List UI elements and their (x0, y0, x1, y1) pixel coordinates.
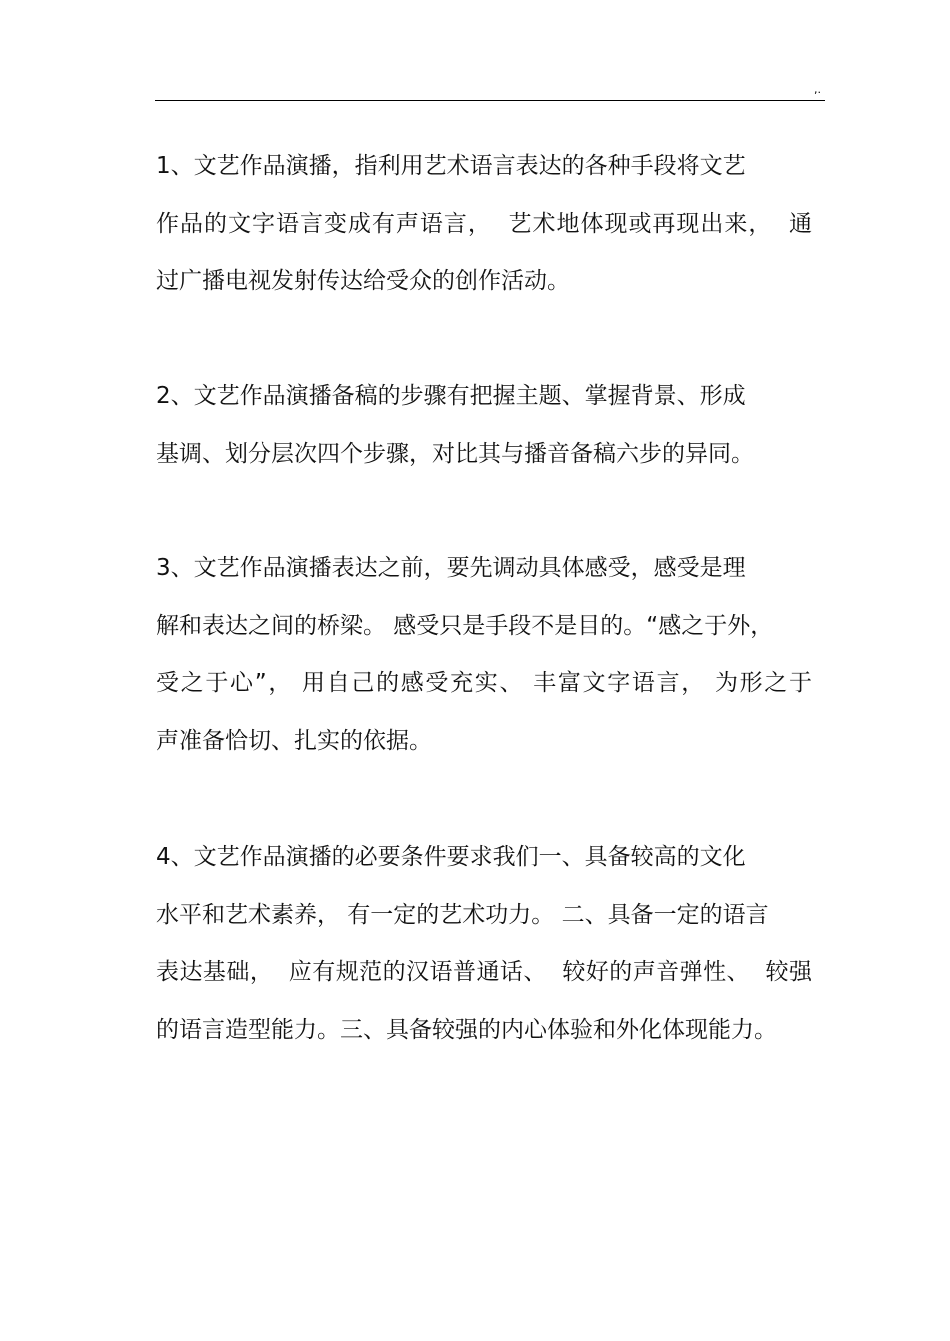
paragraph-line: 声准备恰切、扎实的依据。 (156, 727, 432, 754)
paragraph-line: 水平和艺术素养， 有一定的艺术功力。 二、具备一定的语言 (156, 901, 769, 928)
paragraph-3 (156, 557, 812, 787)
paragraph-line: 的语言造型能力。三、具备较强的内心体验和外化体现能力。 (156, 1016, 777, 1043)
paragraph-line: 基调、划分层次四个步骤，对比其与播音备稿六步的异同。 (156, 440, 754, 467)
header-mark: ,. (814, 83, 821, 96)
paragraph-line: 4、文艺作品演播的必要条件要求我们一、具备较高的文化 (156, 844, 746, 870)
paragraph-line: 作品的文字语言变成有声语言， 艺术地体现或再现出来， 通 (156, 210, 812, 237)
paragraph-line: 解和表达之间的桥梁。 感受只是手段不是目的。“感之于外， (156, 612, 774, 639)
paragraph-line: 表达基础， 应有规范的汉语普通话、 较好的声音弹性、 较强 (156, 959, 812, 985)
header-rule (155, 100, 825, 101)
paragraph-1 (156, 155, 812, 328)
paragraph-line: 过广播电视发射传达给受众的创作活动。 (156, 268, 570, 294)
paragraph-line: 2、文艺作品演播备稿的步骤有把握主题、掌握背景、形成 (156, 383, 746, 409)
paragraph-4 (156, 846, 812, 1076)
paragraph-line: 1、文艺作品演播，指利用艺术语言表达的各种手段将文艺 (156, 153, 746, 179)
paragraph-line: 3、文艺作品演播表达之前，要先调动具体感受，感受是理 (156, 555, 746, 581)
paragraph-2 (156, 385, 754, 500)
paragraph-line: 受之于心”， 用自己的感受充实、 丰富文字语言， 为形之于 (156, 670, 812, 696)
